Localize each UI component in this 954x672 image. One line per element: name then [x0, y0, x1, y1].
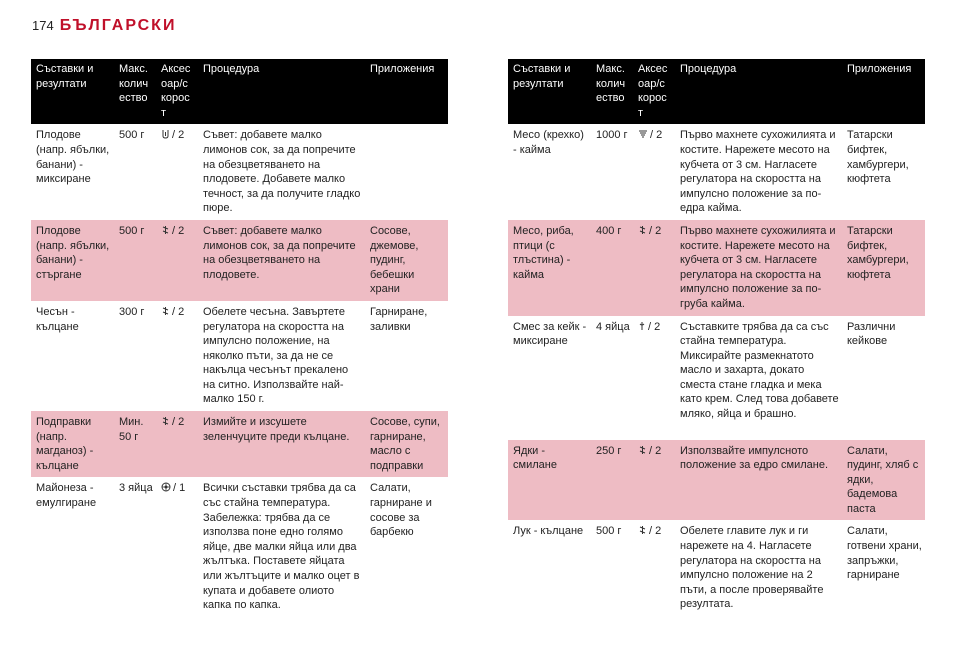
cell-accessory	[156, 220, 198, 301]
header-ingredients: Съставки и резултати	[508, 59, 591, 124]
accessory-speed: / 2	[649, 224, 662, 237]
cell-accessory	[633, 440, 675, 521]
table-row	[31, 220, 448, 301]
blade-unit-icon	[161, 129, 170, 139]
cell-accessory	[633, 520, 675, 620]
emulsifying-disc-icon	[161, 482, 171, 492]
cell-accessory	[633, 124, 675, 220]
table-row	[31, 124, 448, 220]
cell-procedure: Съвет: добавете малко лимонов сок, за да попречите на обезцветяването на плодовете.	[198, 220, 365, 301]
accessory-speed: / 1	[173, 482, 186, 495]
cell-accessory	[156, 411, 198, 477]
table-row	[508, 440, 925, 521]
cell-procedure: Първо махнете сухожилията и костите. Нарежете месото на кубчета от 3 см. Нагласете регулатора на скоростта на импулсно положение за по-едра кайма.	[680, 129, 836, 215]
cell-qty: Мин. 50 г	[114, 411, 156, 477]
accessory-speed: / 2	[172, 129, 185, 142]
header-max-qty: Макс. колич ество	[591, 59, 633, 124]
chopping-blade-icon	[638, 225, 647, 235]
cell-qty: 250 г	[591, 440, 633, 521]
cell-procedure: Съставките трябва да са със стайна температура. Миксирайте размекнатото масло и захарта, докато сместа стане гладка и мека като крем. След това добавете мляко, яйца и брашно.	[680, 320, 839, 421]
cell-qty: 4 яйца	[596, 320, 630, 333]
cell-ingredients: Подправки (напр. магданоз) - кълцане	[31, 411, 114, 477]
accessory-speed: / 2	[648, 320, 661, 333]
cell-procedure: Обелете главите лук и ги нарежете на 4. Нагласете регулатора на скоростта на импулсно положение на 2 пъти, а после проверявайте резултата.	[680, 525, 824, 611]
chopping-blade-icon	[161, 306, 170, 316]
chopping-blade-icon	[161, 225, 170, 235]
cell-procedure: Първо махнете сухожилията и костите. Нарежете месото на кубчета от 3 см. Нагласете регулатора на скоростта на импулсно положение за по-груба кайма.	[675, 220, 842, 316]
cell-applications: Салати, пудинг, хляб с ядки, бадемова паста	[842, 440, 925, 521]
cell-applications: Гарниране, заливки	[370, 305, 428, 333]
cell-ingredients: Чесън - кълцане	[36, 305, 79, 333]
table-row	[31, 411, 448, 477]
cell-ingredients: Месо, риба, птици (с тлъстина) - кайма	[508, 220, 591, 316]
cell-applications	[365, 124, 448, 220]
table-header-row	[508, 59, 925, 124]
cell-procedure: Съвет: добавете малко лимонов сок, за да попречите на обезцветяването на плодовете. Добавете малко течност, за да получите гладко пюре.	[203, 129, 361, 215]
page-header	[32, 17, 176, 35]
cell-procedure: Използвайте импулсното положение за едро смилане.	[675, 440, 842, 521]
cell-procedure: Измийте и изсушете зеленчуците преди кълцане.	[198, 411, 365, 477]
header-ingredients: Съставки и резултати	[31, 59, 114, 124]
recipe-table-left	[31, 59, 448, 617]
cell-ingredients: Плодове (напр. ябълки, банани) - стъргане	[31, 220, 114, 301]
header-accessory: Аксес оар/с корос т	[633, 59, 675, 124]
accessory-speed: / 2	[172, 305, 185, 318]
kneading-tool-icon	[638, 321, 646, 331]
language-title: БЪЛГАРСКИ	[59, 17, 177, 34]
cell-qty: 500 г	[119, 129, 145, 142]
cell-ingredients: Месо (крехко) - кайма	[513, 129, 584, 156]
cell-accessory	[156, 301, 198, 411]
cell-qty: 400 г	[591, 220, 633, 316]
cell-applications: Сосове, супи, гарниране, масло с подправки	[365, 411, 448, 477]
accessory-speed: / 2	[172, 416, 185, 429]
cell-procedure: Всички съставки трябва да са със стайна температура. Забележка: трябва да се използва поне едно голямо яйце, две малки яйца или два жълтъка. Поставете яйцата или жълтъците и малко оцет в купата и добавете олиото капка по капка.	[203, 482, 360, 612]
cell-applications: Салати, готвени храни, запръжки, гарниране	[847, 525, 922, 582]
table-row	[31, 301, 448, 411]
table-header-row	[31, 59, 448, 124]
table-row	[508, 520, 925, 620]
accessory-speed: / 2	[649, 444, 662, 457]
cell-qty: 500 г	[114, 220, 156, 301]
cell-ingredients: Майонеза - емулгиране	[36, 482, 97, 510]
cell-accessory	[156, 477, 198, 616]
table-row	[508, 316, 925, 440]
header-max-qty: Макс. колич ество	[114, 59, 156, 124]
cell-qty: 500 г	[596, 525, 622, 538]
cell-accessory	[156, 124, 198, 220]
accessory-speed: / 2	[650, 129, 663, 142]
cell-ingredients: Смес за кейк - миксиране	[513, 320, 587, 348]
header-procedure: Процедура	[198, 59, 365, 124]
accessory-speed: / 2	[172, 224, 185, 237]
recipe-table-right	[508, 59, 925, 620]
cell-qty: 300 г	[119, 305, 145, 318]
header-procedure: Процедура	[675, 59, 842, 124]
accessory-speed: / 2	[649, 525, 662, 538]
chopping-blade-icon	[638, 525, 647, 535]
cell-accessory	[633, 316, 675, 440]
cell-ingredients: Ядки - смилане	[508, 440, 591, 521]
header-accessory: Аксес оар/с корос т	[156, 59, 198, 124]
table-row	[508, 124, 925, 220]
table-row	[508, 220, 925, 316]
cell-qty: 1000 г	[596, 129, 628, 142]
cell-ingredients: Лук - кълцане	[513, 525, 584, 538]
chopping-blade-icon	[638, 445, 647, 455]
cell-applications: Татарски бифтек, хамбургери, кюфтета	[842, 220, 925, 316]
chopping-blade-icon	[161, 416, 170, 426]
table-row	[31, 477, 448, 616]
header-applications: Приложения	[365, 59, 448, 124]
cell-applications: Различни кейкове	[847, 320, 896, 348]
cell-accessory	[633, 220, 675, 316]
page-number: 174	[32, 18, 54, 33]
cell-procedure: Обелете чесъна. Завъртете регулатора на скоростта на импулсно положение, на няколко пъти, за да не се накълца чесънът прекалено на ситно. Използвайте най-малко 150 г.	[203, 305, 349, 406]
header-applications: Приложения	[842, 59, 925, 124]
cell-applications: Татарски бифтек, хамбургери, кюфтета	[847, 129, 909, 186]
cell-applications: Сосове, джемове, пудинг, бебешки храни	[365, 220, 448, 301]
cell-applications: Салати, гарниране и сосове за барбекю	[370, 482, 432, 539]
cell-ingredients: Плодове (напр. ябълки, банани) - миксиране	[36, 129, 110, 186]
mincer-icon	[638, 129, 648, 139]
cell-qty: 3 яйца	[119, 482, 153, 495]
